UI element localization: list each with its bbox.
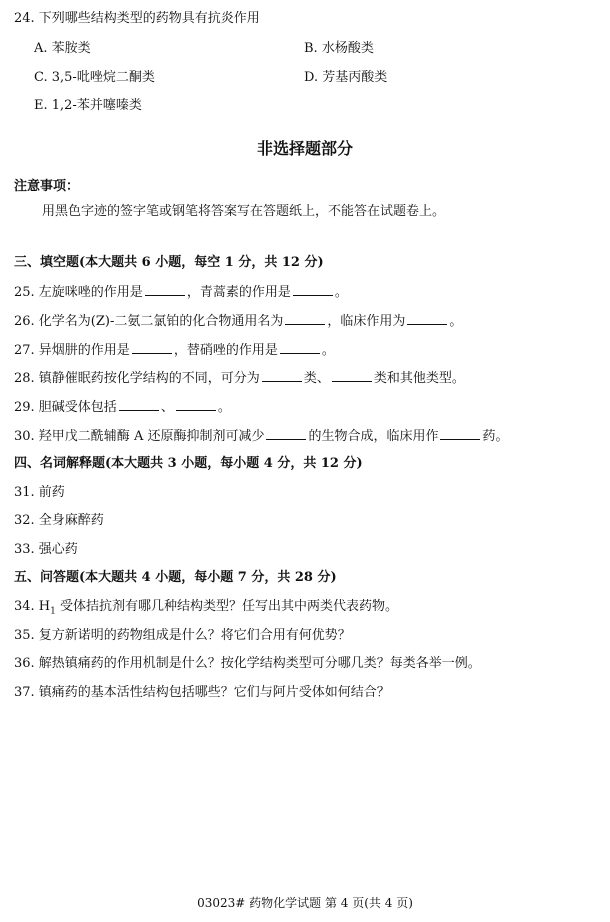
q29-text-c: 。 bbox=[217, 400, 231, 415]
q34-post: 受体拮抗剂有哪几种结构类型？任写出其中两类代表药物。 bbox=[55, 599, 399, 614]
q24-option-a: A. 苯胺类 bbox=[34, 41, 91, 56]
q27-text-b: ，替硝唑的作用是 bbox=[173, 343, 278, 358]
q35: 35. 复方新诺明的药物组成是什么？将它们合用有何优势？ bbox=[14, 628, 351, 643]
q24-option-b: B. 水杨酸类 bbox=[304, 41, 374, 56]
section5-header: 五、问答题(本大题共 4 小题，每小题 7 分，共 28 分) bbox=[14, 570, 337, 585]
q29 bbox=[14, 398, 600, 417]
q27 bbox=[14, 341, 600, 360]
q24-option-c: C. 3,5-吡唑烷二酮类 bbox=[34, 70, 155, 85]
q28-text-c: 类和其他类型。 bbox=[373, 371, 465, 386]
answer-blank[interactable] bbox=[293, 283, 333, 296]
section3-header: 三、填空题(本大题共 6 小题，每空 1 分，共 12 分) bbox=[14, 255, 324, 270]
answer-blank[interactable] bbox=[119, 398, 159, 411]
q29-text-b: 、 bbox=[160, 400, 174, 415]
notice-text: 用黑色字迹的签字笔或钢笔将答案写在答题纸上，不能答在试题卷上。 bbox=[42, 204, 446, 219]
q37: 37. 镇痛药的基本活性结构包括哪些？它们与阿片受体如何结合？ bbox=[14, 685, 390, 700]
q36: 36. 解热镇痛药的作用机制是什么？按化学结构类型可分哪几类？每类各举一例。 bbox=[14, 656, 481, 671]
notice-label: 注意事项： bbox=[14, 179, 80, 194]
q27-text-c: 。 bbox=[321, 343, 335, 358]
answer-blank[interactable] bbox=[440, 427, 480, 440]
q30 bbox=[14, 427, 600, 446]
q30-text-a: 30. 羟甲戊二酰辅酶 A 还原酶抑制剂可减少 bbox=[14, 429, 265, 444]
q30-text-c: 药。 bbox=[482, 429, 509, 444]
page-footer: 03023# 药物化学试题 第 4 页(共 4 页) bbox=[197, 896, 413, 910]
part-title: 非选择题部分 bbox=[256, 139, 353, 158]
q31: 31. 前药 bbox=[14, 485, 65, 500]
answer-blank[interactable] bbox=[332, 369, 372, 382]
section4-header: 四、名词解释题(本大题共 3 小题，每小题 4 分，共 12 分) bbox=[14, 456, 363, 471]
q28-text-a: 28. 镇静催眠药按化学结构的不同，可分为 bbox=[14, 371, 260, 386]
q29-text-a: 29. 胆碱受体包括 bbox=[14, 400, 117, 415]
answer-blank[interactable] bbox=[145, 283, 185, 296]
answer-blank[interactable] bbox=[132, 341, 172, 354]
q25-text-c: 。 bbox=[334, 285, 348, 300]
q25-text-a: 25. 左旋咪唑的作用是 bbox=[14, 285, 143, 300]
answer-blank[interactable] bbox=[262, 369, 302, 382]
answer-blank[interactable] bbox=[280, 341, 320, 354]
q24-option-e: E. 1,2-苯并噻嗪类 bbox=[34, 98, 142, 113]
q25 bbox=[14, 283, 600, 302]
q34-pre: 34. H bbox=[14, 599, 51, 614]
q33: 33. 强心药 bbox=[14, 542, 78, 557]
answer-blank[interactable] bbox=[176, 398, 216, 411]
q27-text-a: 27. 异烟肼的作用是 bbox=[14, 343, 130, 358]
q32: 32. 全身麻醉药 bbox=[14, 513, 104, 528]
answer-blank[interactable] bbox=[407, 312, 447, 325]
q30-text-b: 的生物合成，临床用作 bbox=[308, 429, 439, 444]
q28 bbox=[14, 369, 600, 388]
q26-text-b: ，临床作用为 bbox=[327, 314, 406, 329]
q34-subscript: 1 bbox=[50, 606, 56, 617]
q28-text-b: 类、 bbox=[303, 371, 330, 386]
q26-text-c: 。 bbox=[449, 314, 463, 329]
answer-blank[interactable] bbox=[266, 427, 306, 440]
q26-text-a: 26. 化学名为(Z)-二氨二氯铂的化合物通用名为 bbox=[14, 314, 284, 329]
answer-blank[interactable] bbox=[285, 312, 325, 325]
q25-text-b: ，青蒿素的作用是 bbox=[186, 285, 291, 300]
q26 bbox=[14, 312, 600, 331]
q34 bbox=[14, 598, 600, 621]
q24-option-d: D. 芳基丙酸类 bbox=[304, 70, 388, 85]
q24-stem: 24. 下列哪些结构类型的药物具有抗炎作用 bbox=[14, 11, 260, 26]
